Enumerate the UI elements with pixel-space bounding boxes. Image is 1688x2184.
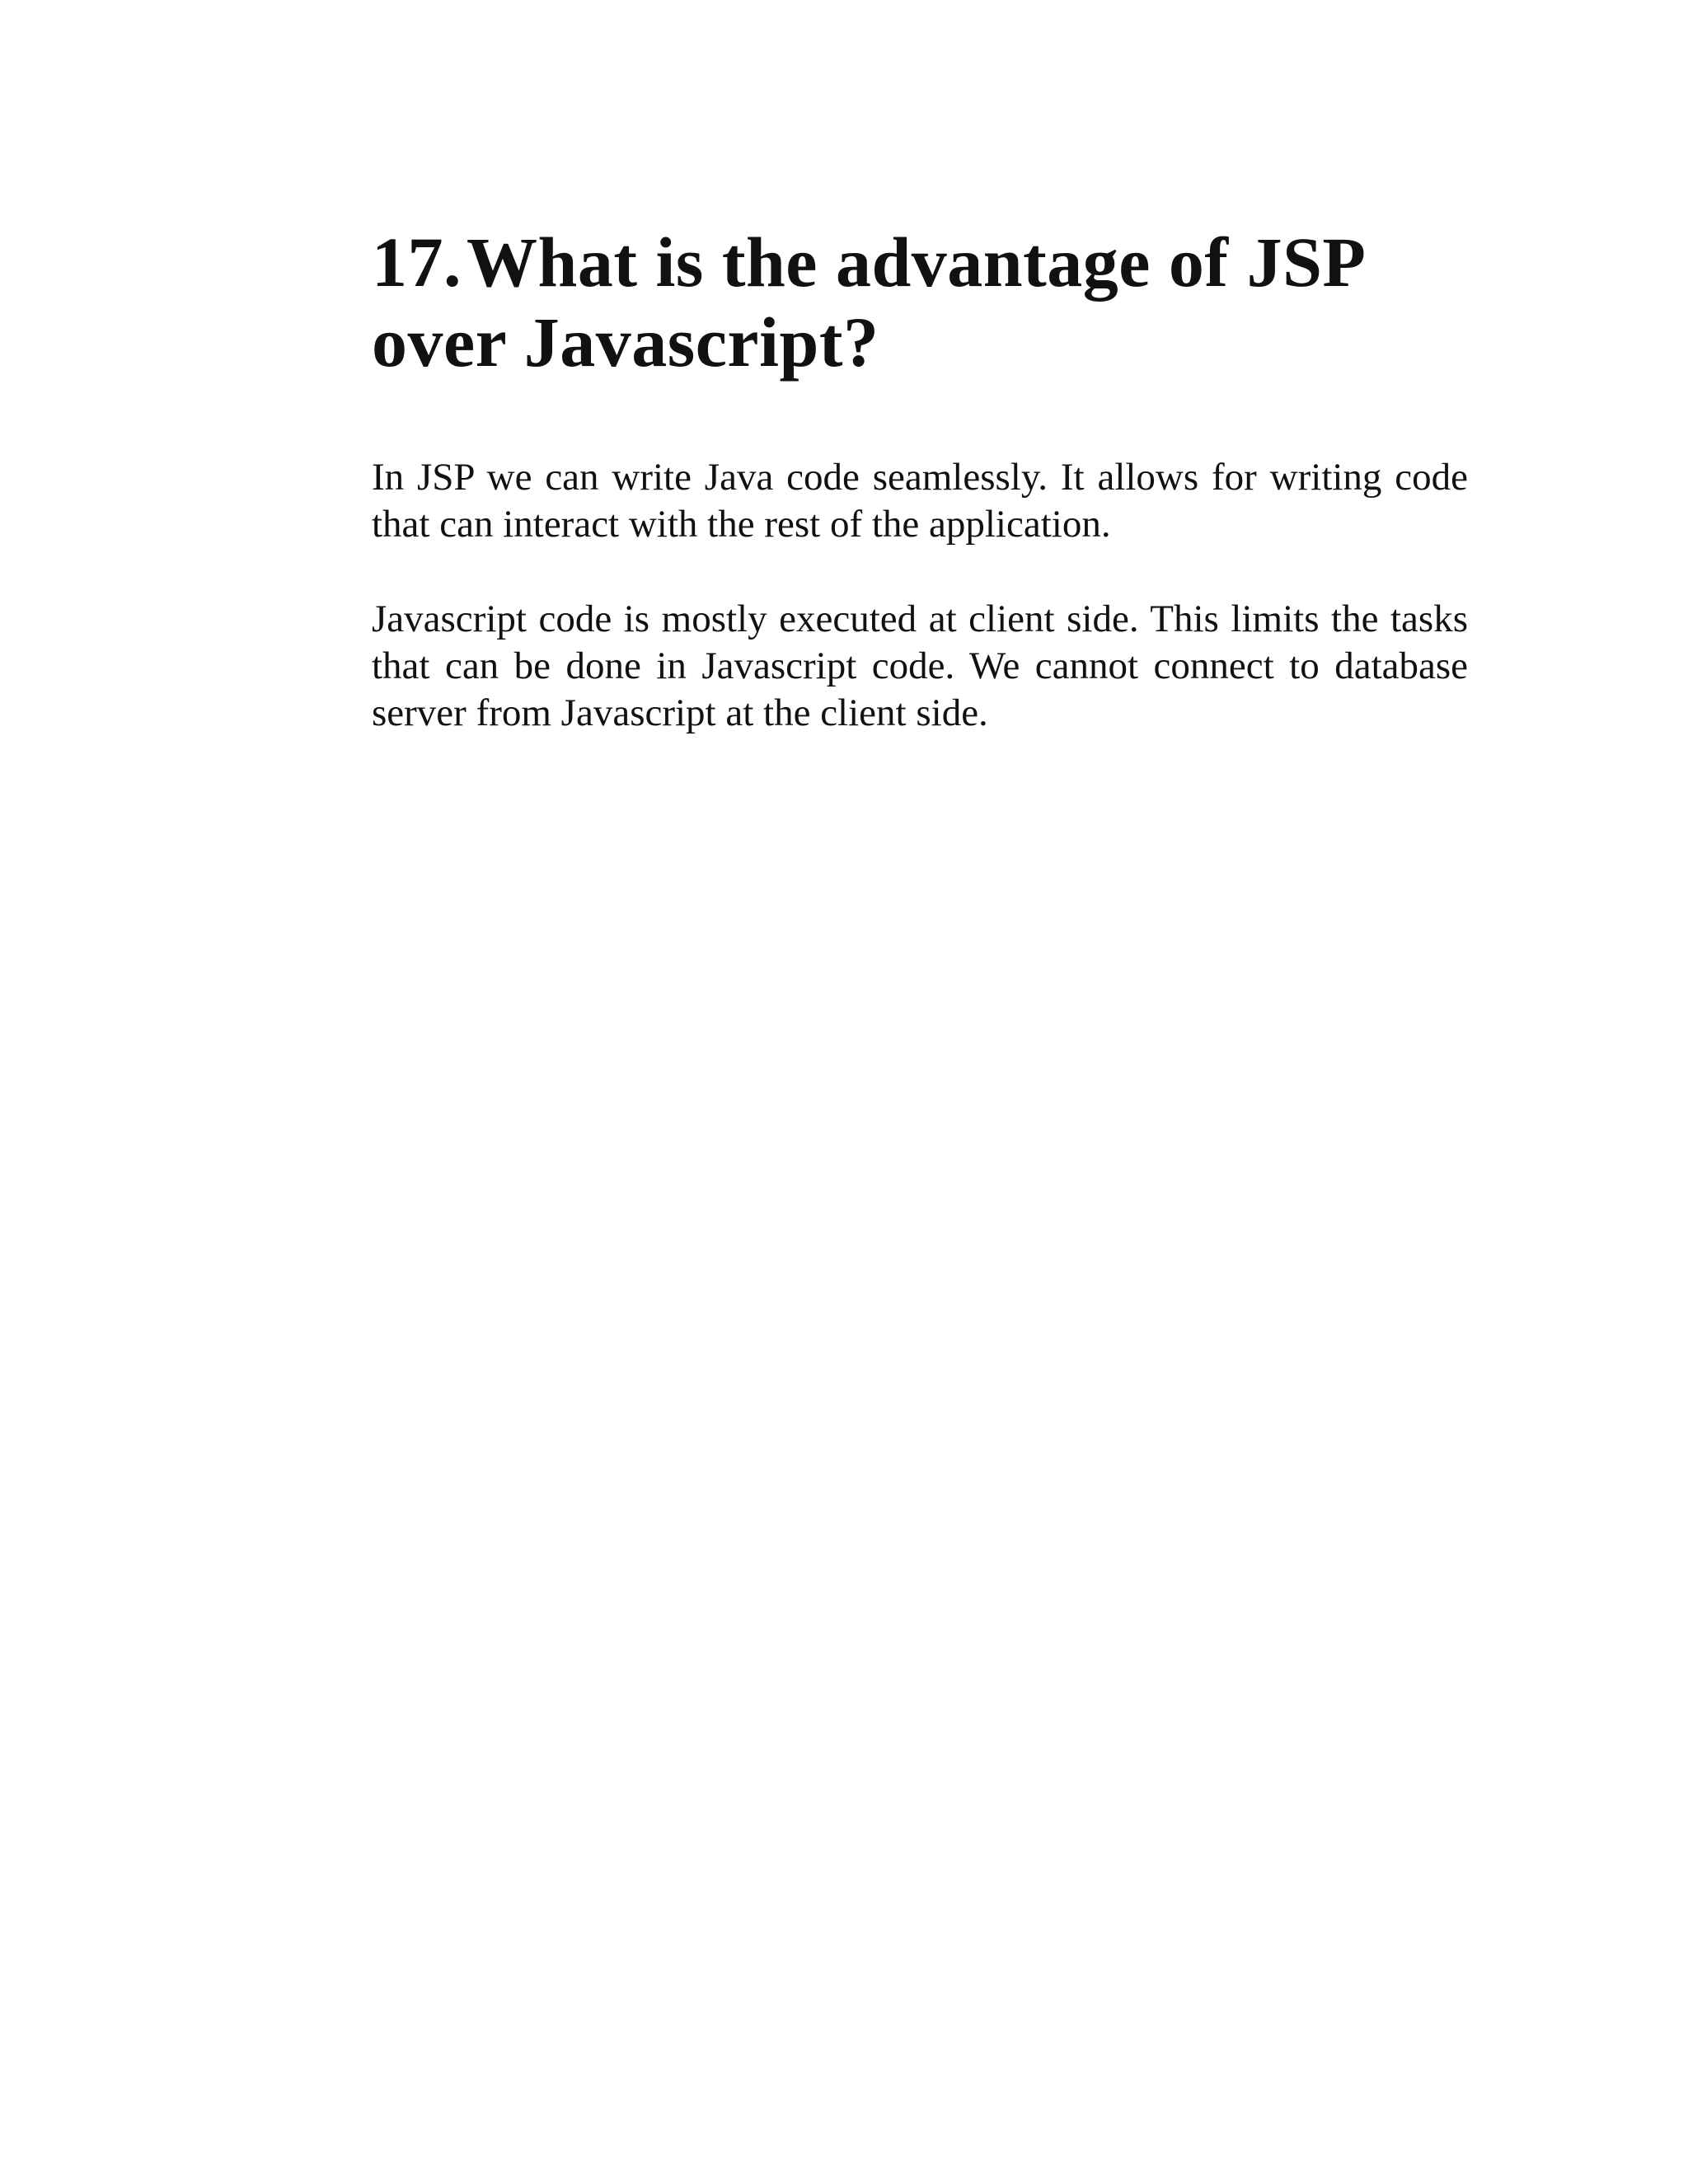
answer-paragraph-1: In JSP we can write Java code seamlessly. It allows for writing code that can interact with the rest of the application. [372,456,1468,546]
question-number: 17. [372,223,462,302]
page-content [372,223,1468,737]
question-title: What is the advantage of JSP over Javascript? [372,223,1362,382]
question-heading [372,223,1468,382]
answer-paragraph-2: Javascript code is mostly executed at client side. This limits the tasks that can be done in Javascript code. We cannot connect to database server from Javascript at the client side. [372,598,1468,734]
